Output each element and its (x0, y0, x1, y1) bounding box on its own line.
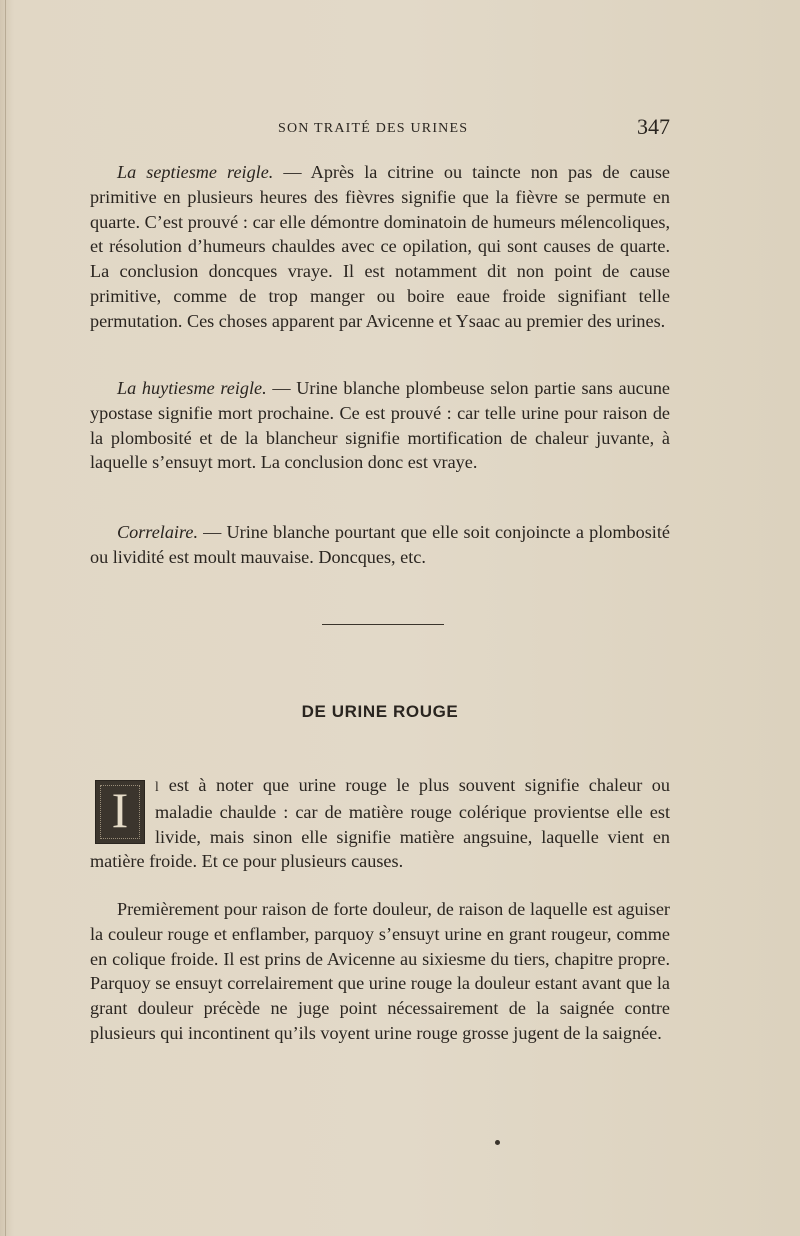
paragraph-correlaire (90, 520, 670, 570)
section-title: DE URINE ROUGE (301, 702, 459, 721)
ornamental-dropcap: I (95, 780, 145, 844)
paragraph-premierement: Premièrement pour raison de forte douleur, de raison de laquelle est aguiser la couleur rouge et enflamber, parquoy s’ensuyt urine en grant rougeur, comme en colique froide. Il est prins de Avicenne au sixiesme du tiers, chapitre propre. Parquoy se ensuyt correlairement que urine rouge la douleur estant avant que la grant douleur précède ne juge point nécessairement de la saignée contre plusieurs qui incontinent qu’ils voyent urine rouge grosse jugent de la saignée. (90, 899, 670, 1043)
paragraph-body: — Urine blanche pourtant que elle soit conjoincte a plombosité ou lividité est moult mauvaise. Doncques, etc. (90, 522, 670, 567)
paragraph-huytiesme-reigle (90, 376, 670, 475)
paragraph-body: — Après la citrine ou taincte non pas de cause primitive en plusieurs heures des fièvres signifie que la fièvre se permute en quarte. C’est prouvé : car elle démontre dominatoin de humeurs mélencoliques, et résolution d’humeurs chauldes avec ce opilation, qui sont causes de quarte. La conclusion doncques vraye. Il est notamment dit non point de cause primitive, comme de trop manger ou boire eaue froide signifiant telle permutation. Ces choses apparent par Avicenne et Ysaac au premier des urines. (90, 162, 670, 331)
paragraph-urine-rouge-intro (90, 773, 670, 874)
paragraph-lead: La huytiesme reigle. (117, 378, 267, 398)
page-header (90, 114, 670, 144)
section-divider (322, 624, 444, 625)
paragraph-lead: Correlaire. (117, 522, 198, 542)
ink-speck (495, 1140, 500, 1145)
running-head: SON TRAITÉ DES URINES (278, 121, 469, 136)
paragraph-body: est à noter que urine rouge le plus souvent signifie chaleur ou maladie chaulde : car de matière rouge colérique provientse elle est livide, mais sinon elle signifie matière angsuine, laquelle vient en matière froide. Et ce pour plusieurs causes. (90, 775, 670, 872)
page-number: 347 (637, 114, 670, 139)
paragraph-body: — Urine blanche plombeuse selon partie sans aucune ypostase signifie mort prochaine. Ce est prouvé : car telle urine pour raison de la plombosité et de la blancheur signifie mortification de chaleur juvante, à laquelle s’ensuyt mort. La conclusion donc est vraye. (90, 378, 670, 473)
page-edge (5, 0, 6, 1236)
paragraph-septiesme-reigle (90, 160, 670, 334)
paragraph-lead: La septiesme reigle. (117, 162, 274, 182)
first-word-smallcap: l (155, 779, 160, 794)
